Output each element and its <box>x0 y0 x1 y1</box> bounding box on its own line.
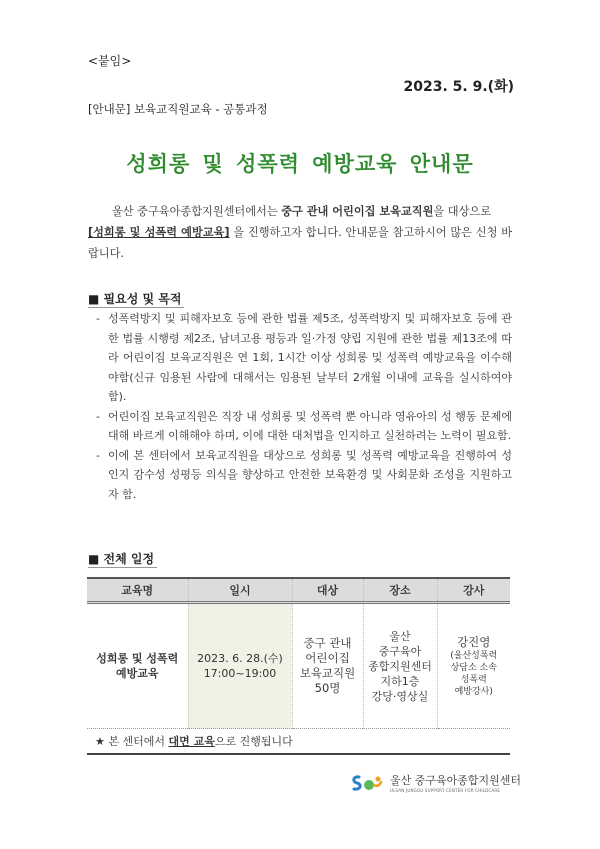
lecturer-note: 예방강사) <box>454 687 493 697</box>
table-header-row <box>87 578 510 603</box>
schedule-note <box>87 729 510 755</box>
cell-target <box>292 603 363 729</box>
attachment-label: <붙임> <box>88 54 132 68</box>
cell-datetime <box>188 603 292 729</box>
note-bold: 대면 교육 <box>168 734 215 748</box>
place-line: 울산 <box>389 629 411 643</box>
logo-text-korean: 울산 중구육아종합지원센터 <box>390 774 522 787</box>
intro-text: 울산 중구육아종합지원센터에서는 <box>112 205 282 218</box>
logo-text-english: ULSAN JUNGGU SUPPORT CENTER FOR CHILDCARE <box>390 788 501 793</box>
place-line: 종합지원센터 <box>368 659 432 673</box>
lecturer-name: 강진영 <box>457 635 491 649</box>
column-header: 대상 <box>292 578 363 603</box>
lecturer-note: 성폭력 <box>460 675 487 685</box>
event-date: 2023. 6. 28.(수) <box>197 652 283 665</box>
column-header: 일시 <box>188 578 292 603</box>
intro-bold-target: 중구 관내 어린이집 보육교직원 <box>281 205 434 218</box>
target-line: 중구 관내 <box>303 636 352 650</box>
place-line: 강당·영상실 <box>371 689 429 703</box>
event-time: 17:00~19:00 <box>203 667 277 680</box>
place-line: 지하1층 <box>380 674 420 688</box>
note-text: ★ 본 센터에서 <box>95 734 169 748</box>
target-line: 50명 <box>314 681 341 695</box>
list-item: - 성폭력방지 및 피해자보호 등에 관한 법률 제5조, 성폭력방지 및 피해자보호 등에 관한 법률 시행령 제2조, 남녀고용 평등과 일·가정 양립 지원에 관한 법률 제13조에 따라 어린이집 보육교직원은 연 1회, 1시간 이상 성희롱 및 성폭력 예방교육을 이수해야함(신규 임용된 사람에 대해서는 임용된 날부터 2개월 이내에 교육을 실시하여야 함). <box>88 309 512 407</box>
document-date: 2023. 5. 9.(화) <box>403 79 514 95</box>
lecturer-note: 상담소 소속 <box>450 663 497 673</box>
intro-text: 을 진행하고자 합니다. 안내문을 참고하시어 많은 신청 바랍니다. <box>88 226 512 260</box>
intro-text: 을 대상으로 <box>433 205 492 218</box>
purpose-list <box>88 309 512 504</box>
note-text: 으로 진행됩니다 <box>214 734 293 748</box>
list-item: - 어린이집 보육교직원은 직장 내 성희롱 및 성폭력 뿐 아니라 영유아의 성 행동 문제에 대해 바르게 이해해야 하며, 이에 대한 대처법을 인지하고 실천하려는 노력이 필요함. <box>88 407 512 446</box>
intro-paragraph <box>88 201 512 264</box>
cell-program-name: 성희롱 및 성폭력 예방교육 <box>96 652 179 680</box>
target-line: 어린이집 <box>305 651 350 665</box>
lecturer-note: (울산성폭력 <box>450 651 498 661</box>
center-logo <box>350 772 521 793</box>
column-header: 장소 <box>363 578 437 603</box>
table-note-row <box>87 729 510 755</box>
target-line: 보육교직원 <box>299 666 356 680</box>
cell-lecturer <box>437 603 510 729</box>
cell-place <box>363 603 437 729</box>
table-row <box>87 603 510 729</box>
column-header: 강사 <box>437 578 510 603</box>
place-line: 중구육아 <box>378 644 422 658</box>
logo-mark-icon <box>350 773 384 793</box>
list-item: - 이에 본 센터에서 보육교직원을 대상으로 성희롱 및 성폭력 예방교육을 진행하여 성인지 감수성 성평등 의식을 향상하고 안전한 보육환경 및 사회문화 조성을 지원하고자 함. <box>88 446 512 505</box>
intro-bold-program: [성희롱 및 성폭력 예방교육] <box>88 226 230 239</box>
column-header: 교육명 <box>87 578 188 603</box>
page-title: 성희롱 및 성폭력 예방교육 안내문 <box>126 152 474 176</box>
document-subtitle: [안내문] 보육교직원교육 - 공통과정 <box>88 102 268 116</box>
section-heading-schedule: ■ 전체 일정 <box>88 550 157 568</box>
section-heading-purpose: ■ 필요성 및 목적 <box>88 290 184 308</box>
schedule-table <box>87 577 510 755</box>
